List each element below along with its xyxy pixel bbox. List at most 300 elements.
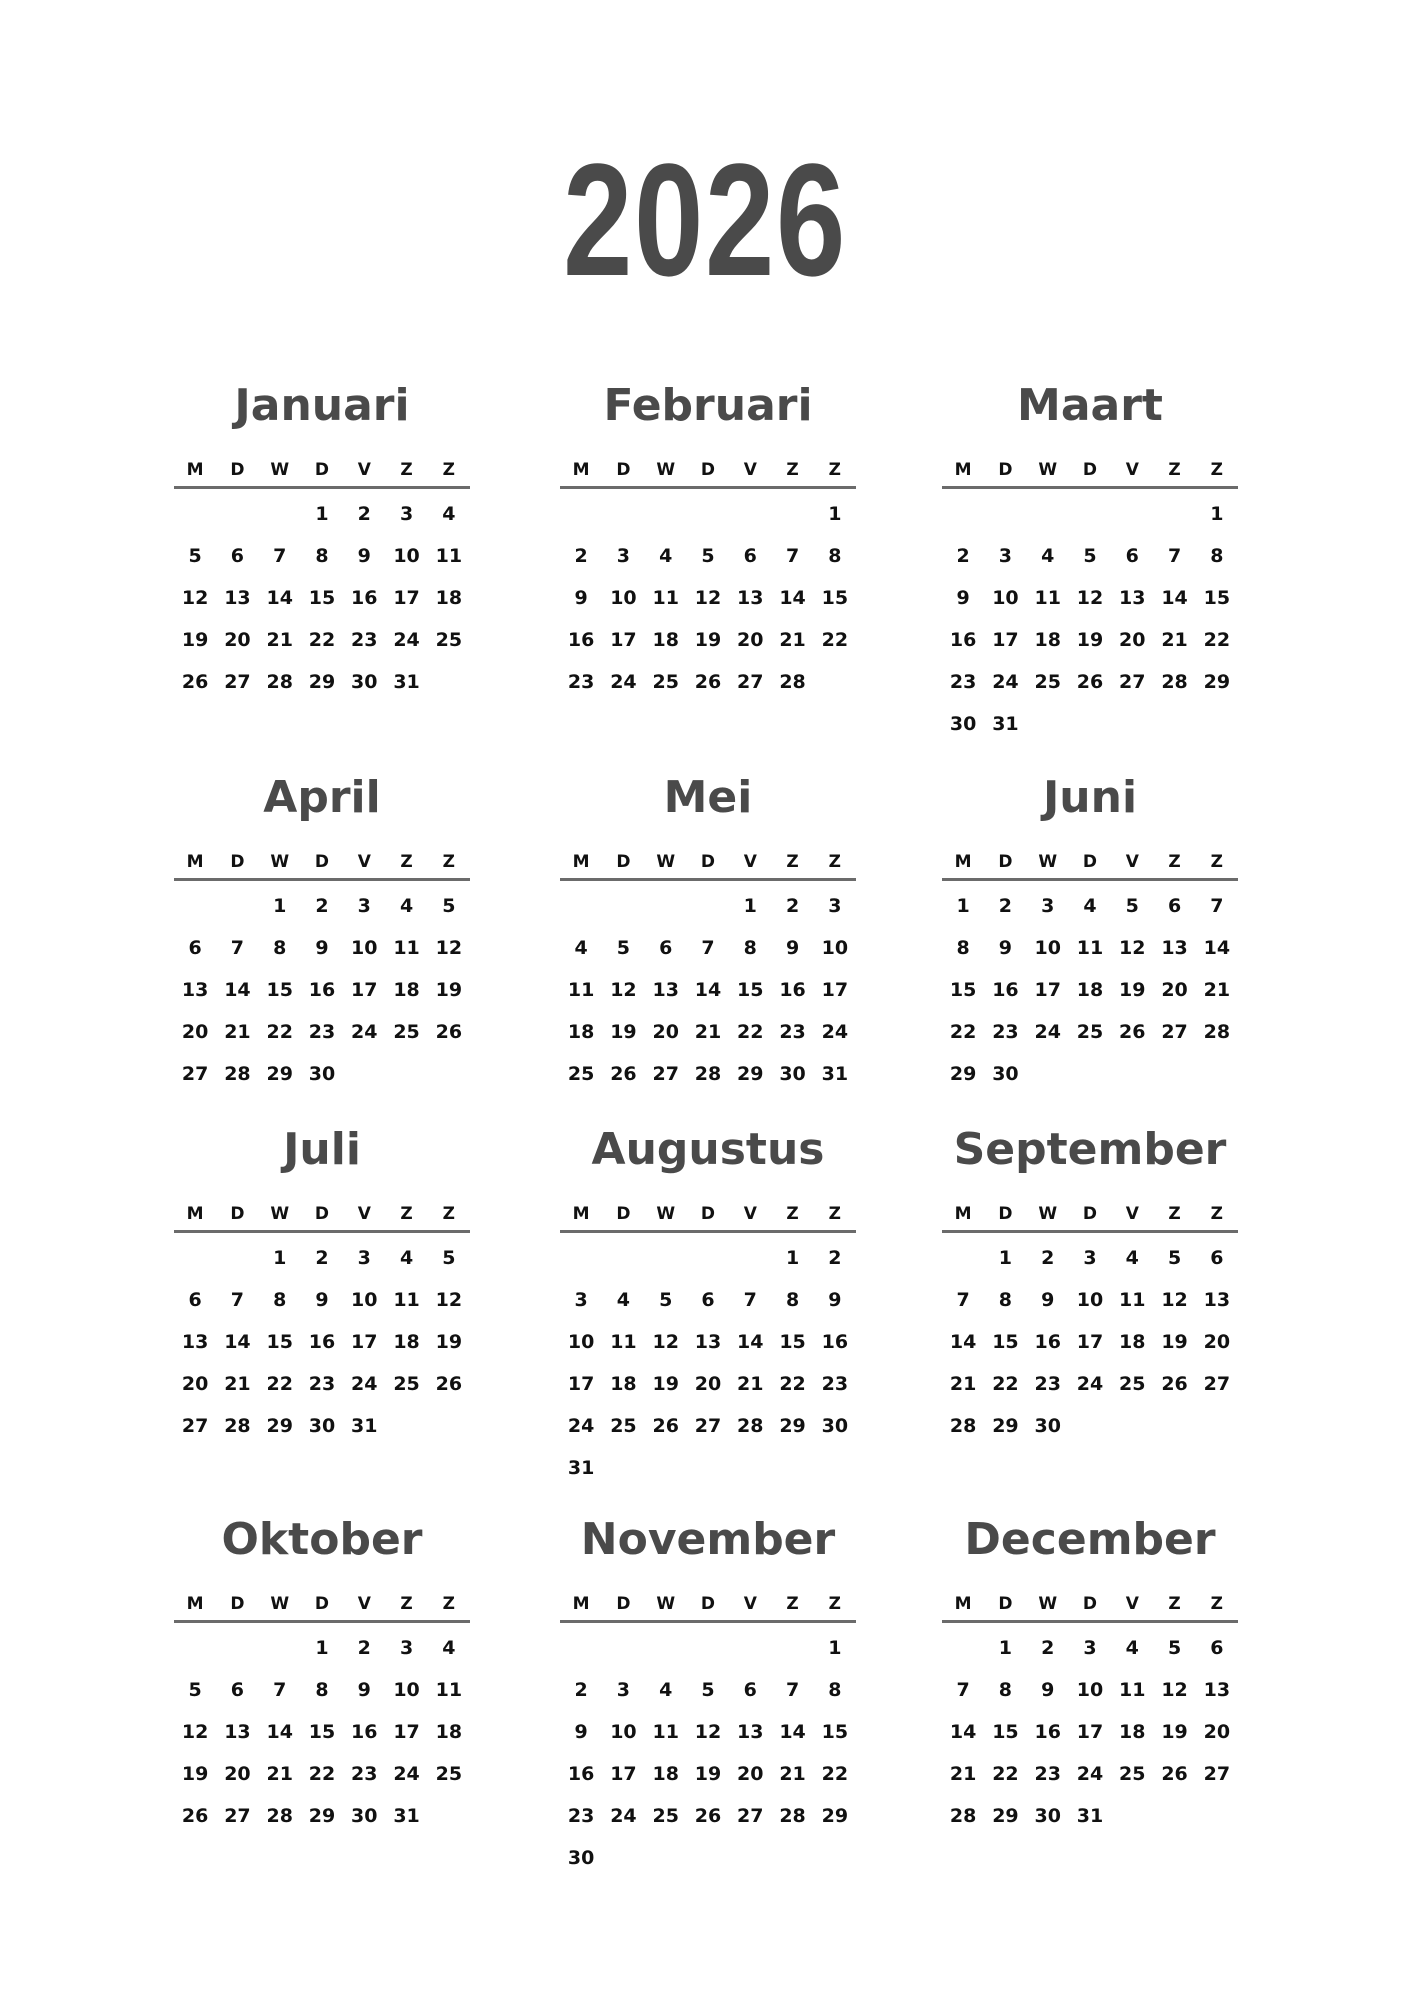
day-cell: 18	[652, 629, 679, 651]
weekday-label: M	[954, 1594, 972, 1614]
day-cell: 7	[273, 545, 287, 567]
month-april	[174, 770, 470, 1095]
weekday-label: M	[572, 1204, 590, 1224]
weekday-label: W	[656, 460, 676, 480]
day-cell: 3	[998, 545, 1013, 567]
day-cell: 10	[1076, 1289, 1104, 1311]
day-cell: 12	[610, 979, 637, 1001]
empty-day-cell	[942, 1237, 984, 1279]
day-cell: 1	[273, 895, 287, 917]
day-cell: 12	[694, 587, 722, 609]
day-cell: 19	[694, 1763, 722, 1785]
day-cell: 23	[1034, 1373, 1061, 1395]
day-cell: 14	[779, 1721, 806, 1743]
day-cell: 27	[224, 1805, 251, 1827]
weekday-label: V	[743, 460, 757, 480]
month-name: Augustus	[591, 1124, 825, 1175]
day-grid	[174, 885, 470, 1095]
day-cell: 18	[435, 587, 463, 609]
day-cell: 11	[610, 1331, 637, 1353]
day-cell: 29	[308, 1805, 336, 1827]
day-cell: 26	[181, 671, 209, 693]
day-cell: 6	[1167, 895, 1182, 917]
day-cell: 20	[694, 1373, 722, 1395]
day-cell: 31	[992, 713, 1019, 735]
day-cell: 11	[393, 1289, 420, 1311]
day-cell: 30	[567, 1847, 595, 1869]
day-cell: 21	[266, 629, 293, 651]
day-cell: 29	[266, 1063, 293, 1085]
day-cell: 13	[1119, 587, 1146, 609]
day-cell: 8	[273, 937, 287, 959]
day-cell: 16	[308, 1331, 336, 1353]
month-juni	[942, 770, 1238, 1095]
month-augustus	[560, 1122, 856, 1489]
weekday-label: W	[270, 460, 290, 480]
day-cell: 24	[992, 671, 1019, 693]
day-cell: 2	[357, 503, 371, 525]
weekday-label: M	[186, 852, 204, 872]
weekday-label: W	[1038, 460, 1058, 480]
day-cell: 20	[737, 1763, 764, 1785]
day-grid	[560, 885, 856, 1095]
weekday-label: Z	[828, 1594, 841, 1614]
day-cell: 7	[956, 1679, 970, 1701]
day-cell: 1	[273, 1247, 287, 1269]
day-cell: 20	[1203, 1331, 1231, 1353]
weekday-label: Z	[786, 852, 799, 872]
day-cell: 11	[1119, 1289, 1146, 1311]
empty-day-cell	[216, 1237, 258, 1279]
empty-day-cell	[942, 493, 984, 535]
day-cell: 7	[743, 1289, 757, 1311]
weekday-label: V	[743, 852, 757, 872]
month-name: September	[953, 1124, 1227, 1175]
day-cell: 6	[659, 937, 673, 959]
day-cell: 5	[188, 545, 202, 567]
empty-day-cell	[1027, 493, 1069, 535]
day-cell: 14	[949, 1721, 977, 1743]
day-cell: 27	[737, 1805, 764, 1827]
day-cell: 26	[652, 1415, 679, 1437]
day-cell: 31	[351, 1415, 378, 1437]
day-cell: 3	[357, 1247, 371, 1269]
day-cell: 25	[1076, 1021, 1104, 1043]
day-cell: 19	[652, 1373, 679, 1395]
day-cell: 15	[992, 1331, 1019, 1353]
day-cell: 10	[351, 1289, 378, 1311]
day-cell: 24	[393, 629, 420, 651]
month-name: Februari	[603, 380, 813, 431]
day-cell: 16	[351, 1721, 378, 1743]
weekday-label: Z	[1168, 1204, 1181, 1224]
day-cell: 27	[1161, 1021, 1188, 1043]
day-cell: 3	[616, 545, 631, 567]
day-cell: 20	[1119, 629, 1146, 651]
day-cell: 6	[1210, 1637, 1224, 1659]
day-cell: 26	[435, 1373, 463, 1395]
weekday-label: W	[270, 1204, 290, 1224]
day-cell: 25	[652, 671, 679, 693]
day-cell: 18	[1076, 979, 1104, 1001]
day-cell: 29	[992, 1805, 1019, 1827]
day-cell: 26	[1119, 1021, 1146, 1043]
day-cell: 27	[737, 671, 764, 693]
day-cell: 23	[992, 1021, 1019, 1043]
day-cell: 5	[188, 1679, 202, 1701]
day-cell: 24	[610, 671, 637, 693]
day-cell: 22	[308, 629, 336, 651]
day-cell: 27	[1203, 1763, 1231, 1785]
day-cell: 5	[659, 1289, 673, 1311]
month-name: Oktober	[221, 1514, 423, 1565]
day-cell: 10	[567, 1331, 595, 1353]
day-cell: 31	[821, 1063, 849, 1085]
empty-day-cell	[174, 1627, 216, 1669]
day-cell: 4	[1125, 1637, 1139, 1659]
day-cell: 2	[828, 1247, 842, 1269]
day-cell: 1	[956, 895, 970, 917]
day-cell: 12	[435, 937, 463, 959]
weekday-label: W	[1038, 852, 1058, 872]
day-cell: 15	[779, 1331, 806, 1353]
weekday-label: D	[998, 460, 1013, 480]
day-cell: 2	[1041, 1637, 1055, 1659]
day-cell: 2	[785, 895, 800, 917]
day-cell: 24	[567, 1415, 595, 1437]
day-cell: 10	[393, 1679, 420, 1701]
day-cell: 13	[737, 1721, 764, 1743]
weekday-label: Z	[400, 1204, 413, 1224]
weekday-label: Z	[400, 460, 413, 480]
weekday-label: D	[230, 1204, 245, 1224]
day-cell: 13	[1203, 1289, 1231, 1311]
day-cell: 7	[785, 545, 800, 567]
day-cell: 25	[610, 1415, 637, 1437]
empty-day-cell	[1111, 493, 1153, 535]
day-cell: 4	[616, 1289, 631, 1311]
empty-day-cell	[1069, 493, 1111, 535]
day-grid	[942, 885, 1238, 1095]
weekday-label: V	[743, 1204, 757, 1224]
day-cell: 26	[1161, 1763, 1188, 1785]
day-cell: 23	[567, 1805, 595, 1827]
day-cell: 7	[1167, 545, 1182, 567]
weekday-label: V	[357, 852, 371, 872]
day-cell: 30	[779, 1063, 806, 1085]
day-cell: 3	[828, 895, 842, 917]
day-cell: 19	[1076, 629, 1104, 651]
empty-day-cell	[687, 1627, 729, 1669]
day-cell: 20	[652, 1021, 679, 1043]
empty-day-cell	[216, 885, 258, 927]
weekday-label: W	[1038, 1594, 1058, 1614]
weekday-label: M	[954, 852, 972, 872]
empty-day-cell	[602, 885, 644, 927]
empty-day-cell	[560, 493, 602, 535]
month-mei	[560, 770, 856, 1095]
day-cell: 22	[992, 1373, 1019, 1395]
day-cell: 28	[779, 1805, 806, 1827]
day-cell: 17	[610, 1763, 637, 1785]
empty-day-cell	[259, 493, 301, 535]
day-cell: 24	[1034, 1021, 1061, 1043]
weekday-label: D	[230, 852, 245, 872]
day-cell: 8	[785, 1289, 800, 1311]
day-cell: 21	[737, 1373, 764, 1395]
day-cell: 30	[308, 1063, 336, 1085]
day-cell: 16	[1034, 1721, 1061, 1743]
weekday-label: Z	[442, 1594, 455, 1614]
day-cell: 23	[1034, 1763, 1061, 1785]
month-name: November	[580, 1514, 836, 1565]
day-cell: 22	[992, 1763, 1019, 1785]
month-name: December	[964, 1514, 1216, 1565]
day-cell: 23	[308, 1373, 336, 1395]
month-februari	[560, 378, 856, 703]
day-cell: 18	[1119, 1721, 1146, 1743]
day-cell: 10	[351, 937, 378, 959]
day-cell: 4	[1083, 895, 1097, 917]
day-cell: 16	[992, 979, 1019, 1001]
day-cell: 5	[1167, 1247, 1182, 1269]
weekday-label: D	[998, 1204, 1013, 1224]
day-cell: 15	[266, 1331, 293, 1353]
day-cell: 28	[737, 1415, 764, 1437]
day-cell: 6	[230, 545, 245, 567]
day-cell: 21	[694, 1021, 722, 1043]
day-cell: 11	[567, 979, 595, 1001]
day-cell: 7	[956, 1289, 970, 1311]
empty-day-cell	[729, 1237, 771, 1279]
day-cell: 5	[1167, 1637, 1182, 1659]
day-cell: 18	[652, 1763, 679, 1785]
day-cell: 10	[610, 1721, 637, 1743]
day-cell: 28	[949, 1805, 977, 1827]
day-cell: 12	[181, 587, 209, 609]
day-cell: 19	[694, 629, 722, 651]
day-cell: 11	[1076, 937, 1104, 959]
day-cell: 7	[1210, 895, 1224, 917]
day-cell: 20	[224, 629, 251, 651]
day-cell: 26	[694, 671, 722, 693]
weekday-label: M	[954, 460, 972, 480]
day-grid	[560, 493, 856, 703]
month-maart	[942, 378, 1238, 745]
day-cell: 12	[652, 1331, 679, 1353]
day-cell: 16	[1034, 1331, 1061, 1353]
weekday-label: M	[186, 460, 204, 480]
day-cell: 25	[567, 1063, 595, 1085]
empty-day-cell	[174, 1237, 216, 1279]
day-cell: 18	[393, 979, 420, 1001]
weekday-label: V	[1125, 852, 1139, 872]
empty-day-cell	[216, 493, 258, 535]
day-cell: 27	[1119, 671, 1146, 693]
day-cell: 18	[610, 1373, 637, 1395]
day-cell: 22	[1203, 629, 1231, 651]
day-cell: 30	[308, 1415, 336, 1437]
day-cell: 28	[224, 1415, 251, 1437]
day-cell: 14	[224, 1331, 251, 1353]
day-cell: 2	[315, 895, 329, 917]
day-cell: 22	[821, 629, 849, 651]
weekday-label: D	[616, 852, 631, 872]
weekday-label: Z	[786, 1594, 799, 1614]
empty-day-cell	[1153, 493, 1195, 535]
weekday-header	[174, 1198, 470, 1233]
day-cell: 14	[266, 587, 293, 609]
day-cell: 6	[188, 1289, 202, 1311]
weekday-label: D	[314, 1204, 330, 1224]
weekday-label: W	[270, 1594, 290, 1614]
weekday-header	[560, 454, 856, 489]
weekday-label: D	[998, 852, 1013, 872]
day-cell: 3	[1083, 1247, 1097, 1269]
day-cell: 19	[181, 629, 209, 651]
weekday-label: Z	[442, 1204, 455, 1224]
empty-day-cell	[560, 1237, 602, 1279]
day-cell: 16	[779, 979, 806, 1001]
day-cell: 22	[266, 1021, 293, 1043]
day-cell: 30	[351, 1805, 378, 1827]
day-cell: 5	[1125, 895, 1139, 917]
day-cell: 1	[998, 1637, 1013, 1659]
weekday-header	[174, 454, 470, 489]
day-cell: 15	[821, 587, 849, 609]
day-cell: 3	[1041, 895, 1055, 917]
day-cell: 21	[949, 1763, 977, 1785]
weekday-label: V	[1125, 1204, 1139, 1224]
day-cell: 22	[266, 1373, 293, 1395]
day-cell: 11	[435, 545, 463, 567]
month-name: Juli	[283, 1124, 361, 1175]
day-cell: 24	[351, 1373, 378, 1395]
day-cell: 19	[435, 1331, 463, 1353]
weekday-label: M	[572, 460, 590, 480]
day-cell: 6	[188, 937, 202, 959]
day-cell: 12	[1161, 1679, 1188, 1701]
day-cell: 13	[181, 1331, 209, 1353]
day-cell: 18	[1034, 629, 1061, 651]
day-cell: 17	[567, 1373, 595, 1395]
day-cell: 26	[610, 1063, 637, 1085]
day-cell: 26	[1076, 671, 1104, 693]
weekday-header	[942, 1588, 1238, 1623]
weekday-label: D	[616, 1594, 631, 1614]
day-cell: 17	[1076, 1721, 1104, 1743]
day-cell: 14	[1203, 937, 1231, 959]
weekday-label: D	[700, 460, 716, 480]
weekday-label: M	[572, 852, 590, 872]
day-cell: 9	[828, 1289, 842, 1311]
weekday-label: V	[357, 1204, 371, 1224]
day-cell: 20	[181, 1021, 209, 1043]
day-cell: 17	[393, 587, 420, 609]
day-cell: 16	[821, 1331, 849, 1353]
day-cell: 2	[357, 1637, 371, 1659]
day-cell: 13	[224, 587, 251, 609]
weekday-label: W	[270, 852, 290, 872]
day-cell: 12	[1119, 937, 1146, 959]
day-cell: 25	[435, 1763, 463, 1785]
day-cell: 4	[442, 1637, 456, 1659]
day-cell: 4	[399, 1247, 414, 1269]
year-title: 2026	[563, 130, 847, 309]
day-cell: 6	[1125, 545, 1139, 567]
day-cell: 1	[743, 895, 757, 917]
day-cell: 5	[442, 1247, 456, 1269]
empty-day-cell	[602, 493, 644, 535]
weekday-label: D	[1082, 460, 1098, 480]
day-cell: 29	[1203, 671, 1231, 693]
day-cell: 21	[779, 1763, 806, 1785]
day-cell: 24	[351, 1021, 378, 1043]
day-cell: 14	[224, 979, 251, 1001]
day-cell: 22	[821, 1763, 849, 1785]
day-cell: 8	[743, 937, 757, 959]
weekday-header	[560, 846, 856, 881]
day-cell: 13	[1161, 937, 1188, 959]
weekday-label: Z	[786, 460, 799, 480]
day-cell: 10	[821, 937, 849, 959]
day-cell: 9	[315, 937, 329, 959]
day-cell: 15	[821, 1721, 849, 1743]
day-cell: 17	[610, 629, 637, 651]
day-cell: 13	[737, 587, 764, 609]
day-cell: 20	[737, 629, 764, 651]
day-cell: 23	[567, 671, 595, 693]
day-cell: 27	[224, 671, 251, 693]
day-cell: 17	[393, 1721, 420, 1743]
day-cell: 23	[351, 629, 378, 651]
day-cell: 22	[949, 1021, 977, 1043]
day-cell: 6	[1210, 1247, 1224, 1269]
day-cell: 22	[779, 1373, 806, 1395]
weekday-label: V	[743, 1594, 757, 1614]
day-cell: 14	[737, 1331, 764, 1353]
day-cell: 2	[1041, 1247, 1055, 1269]
weekday-label: D	[616, 460, 631, 480]
day-cell: 30	[949, 713, 977, 735]
day-cell: 9	[785, 937, 800, 959]
empty-day-cell	[645, 493, 687, 535]
day-cell: 4	[1125, 1247, 1139, 1269]
weekday-label: V	[357, 1594, 371, 1614]
day-cell: 3	[399, 1637, 414, 1659]
day-cell: 18	[1119, 1331, 1146, 1353]
day-cell: 5	[701, 545, 715, 567]
day-cell: 12	[181, 1721, 209, 1743]
day-cell: 13	[694, 1331, 722, 1353]
day-cell: 29	[308, 671, 336, 693]
day-cell: 2	[574, 1679, 588, 1701]
weekday-label: D	[1082, 1594, 1098, 1614]
day-cell: 9	[357, 545, 371, 567]
day-cell: 24	[1076, 1763, 1104, 1785]
day-cell: 28	[1161, 671, 1188, 693]
day-grid	[942, 1627, 1238, 1837]
day-cell: 14	[1161, 587, 1188, 609]
day-cell: 7	[230, 937, 245, 959]
day-cell: 18	[567, 1021, 595, 1043]
day-cell: 17	[1076, 1331, 1104, 1353]
day-grid	[174, 1237, 470, 1447]
weekday-label: M	[954, 1204, 972, 1224]
empty-day-cell	[687, 885, 729, 927]
day-cell: 20	[181, 1373, 209, 1395]
day-cell: 7	[701, 937, 715, 959]
